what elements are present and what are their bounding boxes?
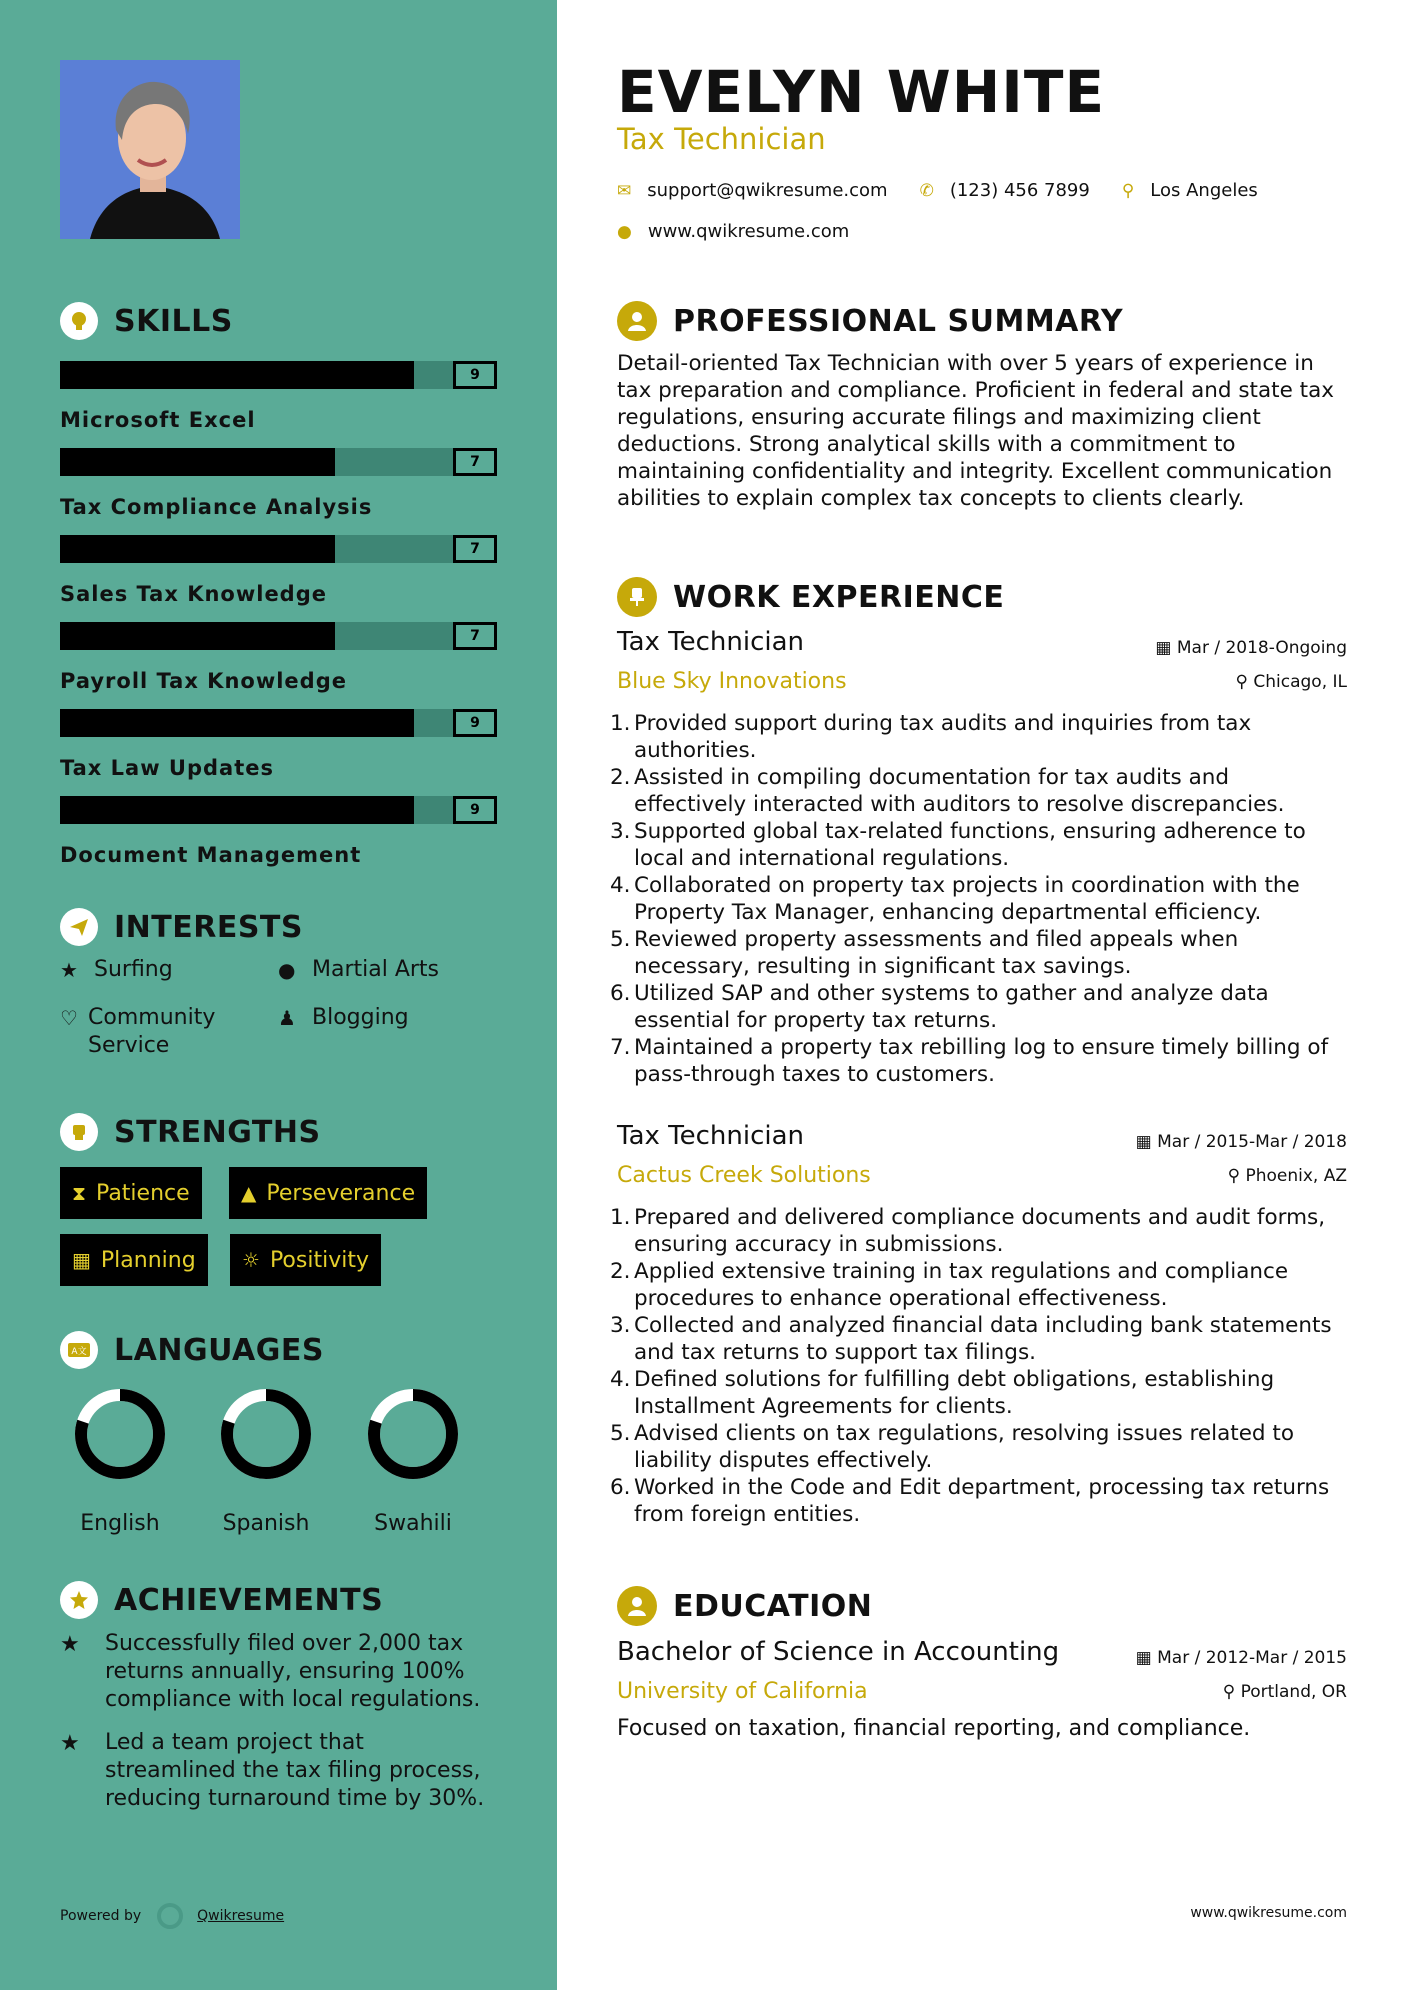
job-date xyxy=(1155,638,1347,658)
list-item: 2. Applied extensive training in tax regulations and compliance procedures to enhance operational effectiveness. xyxy=(617,1258,1347,1312)
achievements-heading xyxy=(60,1581,383,1619)
skill-name: Document Management xyxy=(60,843,362,867)
job-company: Cactus Creek Solutions xyxy=(617,1163,871,1188)
skill-score: 7 xyxy=(453,535,497,563)
list-item: 7. Maintained a property tax rebilling log to ensure timely billing of pass-through taxes to customers. xyxy=(617,1034,1347,1088)
job-location xyxy=(1236,672,1347,692)
calendar-icon: ▦ xyxy=(1135,1132,1158,1152)
skill-bar-fill xyxy=(60,796,414,824)
road-icon: ▲ xyxy=(241,1181,257,1205)
skill-bar-fill xyxy=(60,622,335,650)
lightbulb-icon xyxy=(60,302,98,340)
interest-item xyxy=(278,956,439,984)
bullet-text: Reviewed property assessments and filed appeals when necessary, resulting in significant tax savings. xyxy=(634,927,1239,979)
heart-icon: ♡ xyxy=(60,1006,78,1030)
education-location xyxy=(1223,1682,1347,1702)
languages-title: LANGUAGES xyxy=(114,1332,324,1368)
education-location-text: Portland, OR xyxy=(1240,1682,1347,1702)
location-text: Los Angeles xyxy=(1150,180,1258,201)
star-icon: ★ xyxy=(60,1731,80,1756)
job-bullets xyxy=(610,1204,1347,1528)
strength-tag xyxy=(229,1167,427,1219)
job-date xyxy=(1136,1132,1347,1152)
interest-item xyxy=(60,1004,250,1060)
skill-bar-fill xyxy=(60,448,335,476)
languages-heading xyxy=(60,1331,324,1369)
skill-item xyxy=(60,350,497,432)
job-location xyxy=(1228,1166,1347,1186)
bullet-text: Applied extensive training in tax regulations and compliance procedures to enhance operational effectiveness. xyxy=(634,1259,1289,1311)
achievement-text: Successfully filed over 2,000 tax returns annually, ensuring 100% compliance with local regulations. xyxy=(105,1631,481,1712)
qwikresume-logo-icon xyxy=(157,1903,183,1929)
interest-item xyxy=(60,956,173,984)
skill-bar xyxy=(60,796,497,824)
list-item: 6. Worked in the Code and Edit department, processing tax returns from foreign entities. xyxy=(617,1474,1347,1528)
svg-text:A文: A文 xyxy=(71,1347,87,1357)
skill-item xyxy=(60,785,497,867)
list-item: 4. Defined solutions for fulfilling debt obligations, establishing Installment Agreements for clients. xyxy=(617,1366,1347,1420)
strength-tag xyxy=(60,1234,208,1286)
contact-row xyxy=(617,180,1258,201)
star-icon: ★ xyxy=(60,1632,80,1657)
footer-url[interactable]: www.qwikresume.com xyxy=(1190,1905,1347,1921)
list-item: 1. Prepared and delivered compliance documents and audit forms, ensuring accuracy in submissions. xyxy=(617,1204,1347,1258)
interest-item xyxy=(278,1004,409,1032)
achievements-title: ACHIEVEMENTS xyxy=(114,1582,384,1618)
phone-number: (123) 456 7899 xyxy=(949,180,1090,201)
summary-text: Detail-oriented Tax Technician with over 5 years of experience in tax preparation and compliance. Proficient in federal and state tax regulations, ensuring accurate filings and maximizing client deductions. Strong analytical skills with a commitment to maintaining confidentiality and integrity. Excellent communication abilities to explain complex tax concepts to clients clearly. xyxy=(617,351,1334,511)
website-row xyxy=(617,221,849,242)
language-label: Swahili xyxy=(374,1511,452,1536)
skill-bar-fill xyxy=(60,709,414,737)
skill-name: Microsoft Excel xyxy=(60,408,256,432)
list-item: 2. Assisted in compiling documentation for tax audits and effectively interacted with auditors to resolve discrepancies. xyxy=(617,764,1347,818)
fist-icon xyxy=(60,1113,98,1151)
bullet-text: Collected and analyzed financial data including bank statements and tax returns to support tax filings. xyxy=(634,1313,1332,1365)
education-title: EDUCATION xyxy=(673,1588,873,1624)
bullet-text: Assisted in compiling documentation for tax audits and effectively interacted with auditors to resolve discrepancies. xyxy=(634,765,1285,817)
language-ring xyxy=(366,1387,460,1481)
skill-score: 7 xyxy=(453,448,497,476)
skill-name: Payroll Tax Knowledge xyxy=(60,669,347,693)
job-date-text: Mar / 2015-Mar / 2018 xyxy=(1157,1132,1347,1152)
bullet-text: Defined solutions for fulfilling debt obligations, establishing Installment Agreements for clients. xyxy=(634,1367,1275,1419)
graduation-icon xyxy=(617,1586,657,1626)
pin-icon: ⚲ xyxy=(1235,672,1254,692)
list-item: 4. Collaborated on property tax projects in coordination with the Property Tax Manager, enhancing departmental efficiency. xyxy=(617,872,1347,926)
skill-name: Sales Tax Knowledge xyxy=(60,582,327,606)
job-title: Tax Technician xyxy=(617,627,805,657)
strength-label: Patience xyxy=(96,1180,190,1206)
language-label: Spanish xyxy=(222,1511,310,1536)
job-bullets xyxy=(610,710,1347,1088)
skill-score: 7 xyxy=(453,622,497,650)
powered-by-label: Powered by xyxy=(60,1908,142,1924)
list-item: 5. Advised clients on tax regulations, resolving issues related to liability disputes effectively. xyxy=(617,1420,1347,1474)
degree-title: Bachelor of Science in Accounting xyxy=(617,1637,1060,1667)
calendar-icon: ▦ xyxy=(1155,638,1177,658)
job-company: Blue Sky Innovations xyxy=(617,669,847,694)
website-link[interactable]: www.qwikresume.com xyxy=(647,221,850,242)
skill-score: 9 xyxy=(453,361,497,389)
candidate-name: EVELYN WHITE xyxy=(617,58,1106,126)
hourglass-icon: ⧗ xyxy=(72,1181,87,1205)
language-label: English xyxy=(80,1511,160,1536)
skill-item xyxy=(60,524,497,606)
bullet-text: Prepared and delivered compliance documents and audit forms, ensuring accuracy in submissions. xyxy=(634,1205,1326,1257)
strength-label: Positivity xyxy=(269,1247,369,1273)
office-chair-icon xyxy=(617,577,657,617)
strength-label: Planning xyxy=(100,1247,196,1273)
skill-name: Tax Law Updates xyxy=(60,756,274,780)
job-date-text: Mar / 2018-Ongoing xyxy=(1176,638,1347,658)
school-name: University of California xyxy=(617,1679,868,1704)
skill-score: 9 xyxy=(453,709,497,737)
pin-icon: ⚲ xyxy=(1222,1682,1241,1702)
summary-heading xyxy=(617,301,1123,341)
language-item xyxy=(70,1387,170,1536)
strengths-title: STRENGTHS xyxy=(114,1114,321,1150)
users-icon: ♟ xyxy=(278,1006,296,1030)
portrait-image xyxy=(60,60,240,239)
paper-plane-icon xyxy=(60,908,98,946)
skills-title: SKILLS xyxy=(114,303,233,339)
map-pin-icon: ⚲ xyxy=(1121,180,1135,201)
interests-title: INTERESTS xyxy=(114,909,303,945)
skill-bar-fill xyxy=(60,361,414,389)
education-description: Focused on taxation, financial reporting, and compliance. xyxy=(617,1716,1251,1741)
interest-label: Community Service xyxy=(88,1005,216,1058)
bullet-text: Advised clients on tax regulations, resolving issues related to liability disputes effectively. xyxy=(634,1421,1294,1473)
interest-label: Martial Arts xyxy=(312,957,440,982)
education-heading xyxy=(617,1586,872,1626)
candidate-title: Tax Technician xyxy=(617,122,826,156)
phone-icon: ✆ xyxy=(919,180,934,201)
qwikresume-link[interactable]: Qwikresume xyxy=(197,1908,285,1924)
skill-item xyxy=(60,611,497,693)
language-ring xyxy=(219,1387,313,1481)
list-item: 1. Provided support during tax audits and inquiries from tax authorities. xyxy=(617,710,1347,764)
skill-score: 9 xyxy=(453,796,497,824)
profile-photo xyxy=(60,60,240,239)
experience-title: WORK EXPERIENCE xyxy=(673,579,1005,615)
list-item: 3. Supported global tax-related functions, ensuring adherence to local and international regulations. xyxy=(617,818,1347,872)
achievement-item xyxy=(60,1729,497,1813)
star-icon: ★ xyxy=(60,958,78,982)
achievement-item xyxy=(60,1630,497,1714)
sidebar xyxy=(0,0,557,1990)
email-link[interactable]: support@qwikresume.com xyxy=(647,180,888,201)
bullet-text: Provided support during tax audits and inquiries from tax authorities. xyxy=(634,711,1252,763)
skill-item xyxy=(60,437,497,519)
language-ring xyxy=(73,1387,167,1481)
globe-icon: ● xyxy=(617,221,632,242)
strengths-heading xyxy=(60,1113,321,1151)
skill-bar xyxy=(60,361,497,389)
user-icon xyxy=(617,301,657,341)
bullet-text: Collaborated on property tax projects in coordination with the Property Tax Manager, enhancing departmental efficiency. xyxy=(634,873,1300,925)
bullet-text: Utilized SAP and other systems to gather and analyze data essential for property tax returns. xyxy=(634,981,1269,1033)
strength-tag xyxy=(230,1234,381,1286)
bullet-text: Maintained a property tax rebilling log to ensure timely billing of pass-through taxes to customers. xyxy=(634,1035,1329,1087)
language-icon xyxy=(60,1331,98,1369)
calendar-icon: ▦ xyxy=(1135,1648,1158,1668)
calendar-icon: ▦ xyxy=(72,1248,91,1272)
interest-label: Surfing xyxy=(94,957,173,982)
education-date xyxy=(1136,1648,1347,1668)
education-date-text: Mar / 2012-Mar / 2015 xyxy=(1157,1648,1347,1668)
skill-bar xyxy=(60,709,497,737)
list-item: 6. Utilized SAP and other systems to gather and analyze data essential for property tax returns. xyxy=(617,980,1347,1034)
skill-name: Tax Compliance Analysis xyxy=(60,495,373,519)
list-item: 3. Collected and analyzed financial data including bank statements and tax returns to support tax filings. xyxy=(617,1312,1347,1366)
skill-bar xyxy=(60,448,497,476)
list-item: 5. Reviewed property assessments and filed appeals when necessary, resulting in significant tax savings. xyxy=(617,926,1347,980)
achievement-text: Led a team project that streamlined the tax filing process, reducing turnaround time by 30%. xyxy=(105,1730,485,1811)
trophy-icon xyxy=(60,1581,98,1619)
skill-item xyxy=(60,698,497,780)
interests-heading xyxy=(60,908,303,946)
experience-heading xyxy=(617,577,1004,617)
job-location-text: Phoenix, AZ xyxy=(1245,1166,1347,1186)
skills-heading xyxy=(60,302,233,340)
interest-label: Blogging xyxy=(312,1005,409,1030)
strength-label: Perseverance xyxy=(266,1180,416,1206)
summary-title: PROFESSIONAL SUMMARY xyxy=(673,303,1124,339)
job-title: Tax Technician xyxy=(617,1121,805,1151)
language-item xyxy=(216,1387,316,1536)
globe-icon: ● xyxy=(278,958,296,982)
bullet-text: Worked in the Code and Edit department, processing tax returns from foreign entities. xyxy=(634,1475,1330,1527)
strength-tag xyxy=(60,1167,202,1219)
pin-icon: ⚲ xyxy=(1227,1166,1246,1186)
skill-bar xyxy=(60,622,497,650)
powered-by xyxy=(60,1903,284,1929)
job-location-text: Chicago, IL xyxy=(1253,672,1347,692)
language-item xyxy=(363,1387,463,1536)
sun-icon: ☼ xyxy=(242,1248,260,1272)
skill-bar xyxy=(60,535,497,563)
envelope-icon: ✉ xyxy=(617,180,632,201)
bullet-text: Supported global tax-related functions, ensuring adherence to local and international regulations. xyxy=(634,819,1306,871)
skill-bar-fill xyxy=(60,535,335,563)
